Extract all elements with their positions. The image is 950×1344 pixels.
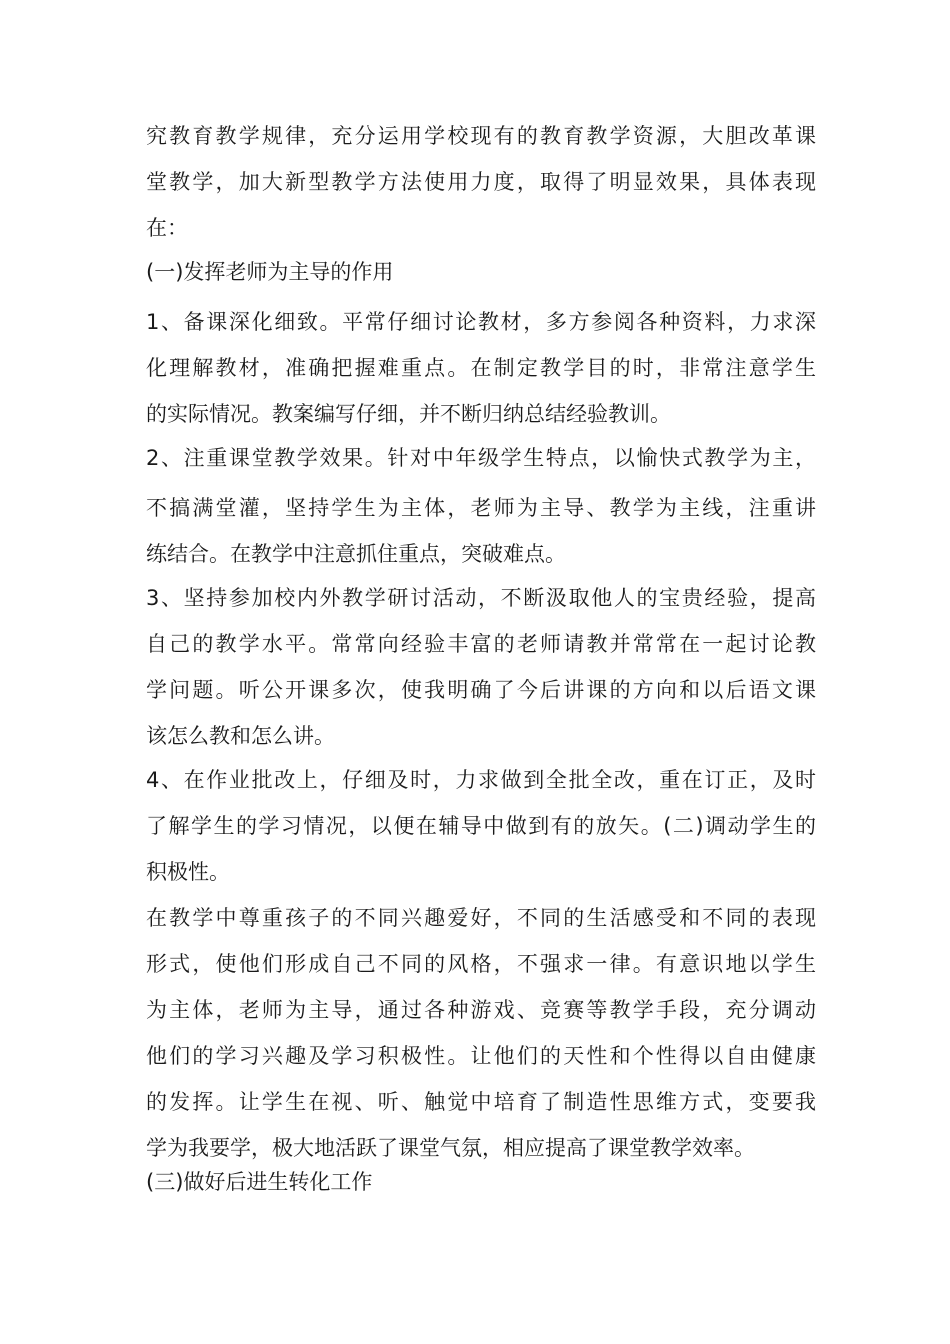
text-line: 在： [146, 216, 188, 240]
text-line: 学问题。听公开课多次，使我明确了今后讲课的方向和以后语文课 [146, 678, 816, 702]
text-line: 堂教学，加大新型教学方法使用力度，取得了明显效果，具体表现 [146, 170, 816, 194]
text-line: 练结合。在教学中注意抓住重点，突破难点。 [146, 542, 566, 566]
text-line: 究教育教学规律，充分运用学校现有的教育教学资源，大胆改革课 [146, 124, 816, 148]
text-line: 他们的学习兴趣及学习积极性。让他们的天性和个性得以自由健康 [146, 1044, 816, 1068]
text-line: 3、坚持参加校内外教学研讨活动，不断汲取他人的宝贵经验，提高 [146, 586, 816, 610]
section-heading: (一)发挥老师为主导的作用 [146, 260, 394, 284]
text-line: 1、备课深化细致。平常仔细讨论教材，多方参阅各种资料，力求深 [146, 310, 816, 334]
text-line: 为主体，老师为主导，通过各种游戏、竞赛等教学手段，充分调动 [146, 998, 816, 1022]
text-line: 形式，使他们形成自己不同的风格，不强求一律。有意识地以学生 [146, 952, 816, 976]
section-heading: (三)做好后进生转化工作 [146, 1170, 373, 1194]
text-line: 化理解教材，准确把握难重点。在制定教学目的时，非常注意学生 [146, 356, 816, 380]
text-line: 不搞满堂灌，坚持学生为主体，老师为主导、教学为主线，注重讲 [146, 496, 816, 520]
text-line: 在教学中尊重孩子的不同兴趣爱好，不同的生活感受和不同的表现 [146, 906, 816, 930]
text-line: 2、注重课堂教学效果。针对中年级学生特点，以愉快式教学为主， [146, 446, 816, 470]
text-line: 4、在作业批改上，仔细及时，力求做到全批全改，重在订正，及时 [146, 768, 816, 792]
text-line: 了解学生的学习情况，以便在辅导中做到有的放矢。(二)调动学生的 [146, 814, 816, 838]
text-line: 的发挥。让学生在视、听、触觉中培育了制造性思维方式，变要我 [146, 1090, 816, 1114]
text-line: 学为我要学，极大地活跃了课堂气氛，相应提高了课堂教学效率。 [146, 1136, 755, 1160]
text-line: 该怎么教和怎么讲。 [146, 724, 335, 748]
text-line: 自己的教学水平。常常向经验丰富的老师请教并常常在一起讨论教 [146, 632, 816, 656]
text-line: 的实际情况。教案编写仔细，并不断归纳总结经验教训。 [146, 402, 671, 426]
text-line: 积极性。 [146, 860, 230, 884]
